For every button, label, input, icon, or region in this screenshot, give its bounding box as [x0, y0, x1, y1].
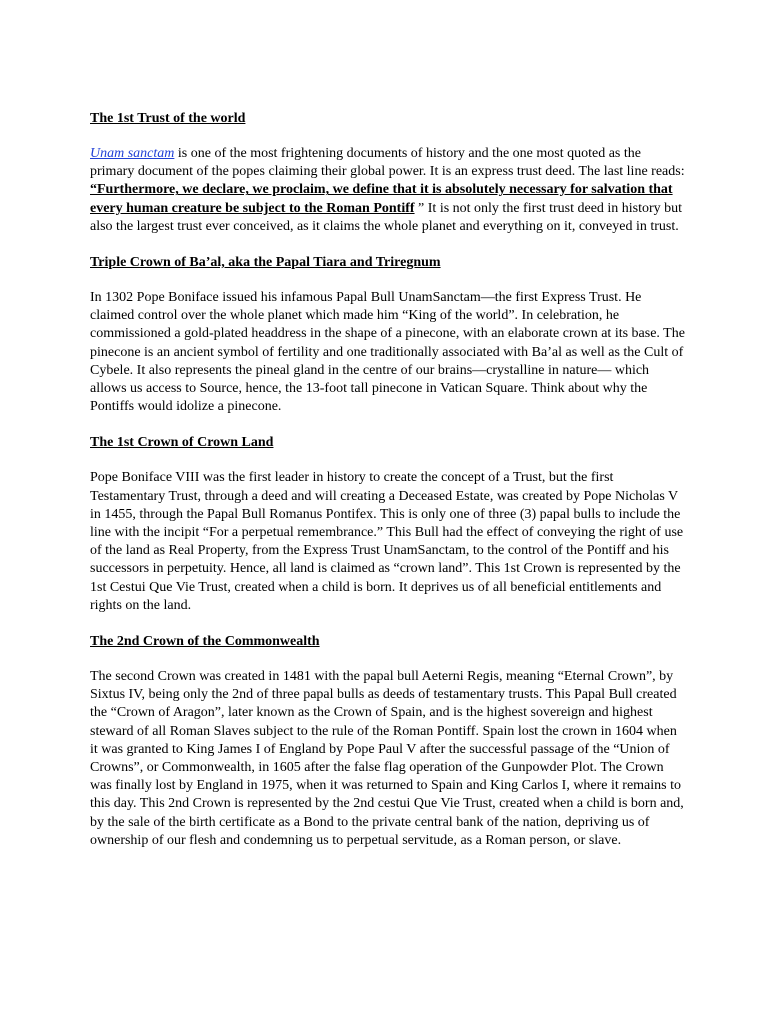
section-heading-1st-trust: The 1st Trust of the world — [90, 111, 246, 126]
paragraph-text: ” It is not only the first trust deed in history but also the largest trust ever conceived, as it claims the whole planet and everything on it, conveyed in trust. — [90, 200, 683, 234]
section-heading-2nd-crown: The 2nd Crown of the Commonwealth — [90, 634, 320, 650]
unam-sanctam-link[interactable]: Unam sanctam — [90, 146, 175, 161]
section-body-1st-trust — [90, 145, 688, 236]
section-heading-1st-crown: The 1st Crown of Crown Land — [90, 435, 274, 451]
section-body-1st-crown: Pope Boniface VIII was the first leader in history to create the concept of a Trust, but the first Testamentary Trust, through a deed and will creating a Deceased Estate, was created by Pope Nicholas V in 1455, through the Papal Bull Romanus Pontifex. This is only one of three (3) papal bulls to include the line with the incipit “For a perpetual remembrance.” This Bull had the effect of conveying the right of use of the land as Real Property, from the Express Trust UnamSanctam, to the control of the Pontiff and his successors in perpetuity. Hence, all land is claimed as “crown land”. This 1st Crown is represented by the 1st Cestui Que Vie Trust, created when a child is born. It deprives us of all beneficial entitlements and rights on the land. — [90, 470, 684, 613]
bold-quote: “Furthermore, we declare, we proclaim, we define that it is absolutely necessary for salvation that every human creature be subject to the Roman Pontiff — [90, 182, 673, 216]
section-body-2nd-crown: The second Crown was created in 1481 with the papal bull Aeterni Regis, meaning “Eternal Crown”, by Sixtus IV, being only the 2nd of three papal bulls as deeds of testamentary trusts. This Papal Bull created the “Crown of Aragon”, later known as the Crown of Spain, and is the highest sovereign and highest steward of all Roman Slaves subject to the rule of the Roman Pontiff. Spain lost the crown in 1604 when it was granted to King James I of England by Pope Paul V after the successful passage of the “Union of Crowns”, or Commonwealth, in 1605 after the false flag operation of the Gunpowder Plot. The Crown was finally lost by England in 1975, when it was returned to Spain and King Carlos I, where it remains to this day. This 2nd Crown is represented by the 2nd cestui Que Vie Trust, created when a child is born and, by the sale of the birth certificate as a Bond to the private central bank of the nation, depriving us of ownership of our flesh and condemning us to perpetual servitude, as a Roman person, or slave. — [90, 669, 684, 848]
section-heading-triple-crown: Triple Crown of Ba’al, aka the Papal Tiara and Triregnum — [90, 255, 441, 271]
section-body-triple-crown: In 1302 Pope Boniface issued his infamous Papal Bull UnamSanctam—the first Express Trust. He claimed control over the whole planet which made him “King of the world”. In celebration, he commissioned a gold-plated headdress in the shape of a pinecone, with an elaborate crown at its base. The pinecone is an ancient symbol of fertility and one traditionally associated with Ba’al as well as the Cult of Cybele. It also represents the pineal gland in the centre of our brains—crystalline in nature— which allows us access to Source, hence, the 13-foot tall pinecone in Vatican Square. Think about why the Pontiffs would idolize a pinecone. — [90, 290, 685, 415]
paragraph-text: is one of the most frightening documents of history and the one most quoted as the primary document of the popes claiming their global power. It is an express trust deed. The last line reads: — [90, 146, 685, 180]
